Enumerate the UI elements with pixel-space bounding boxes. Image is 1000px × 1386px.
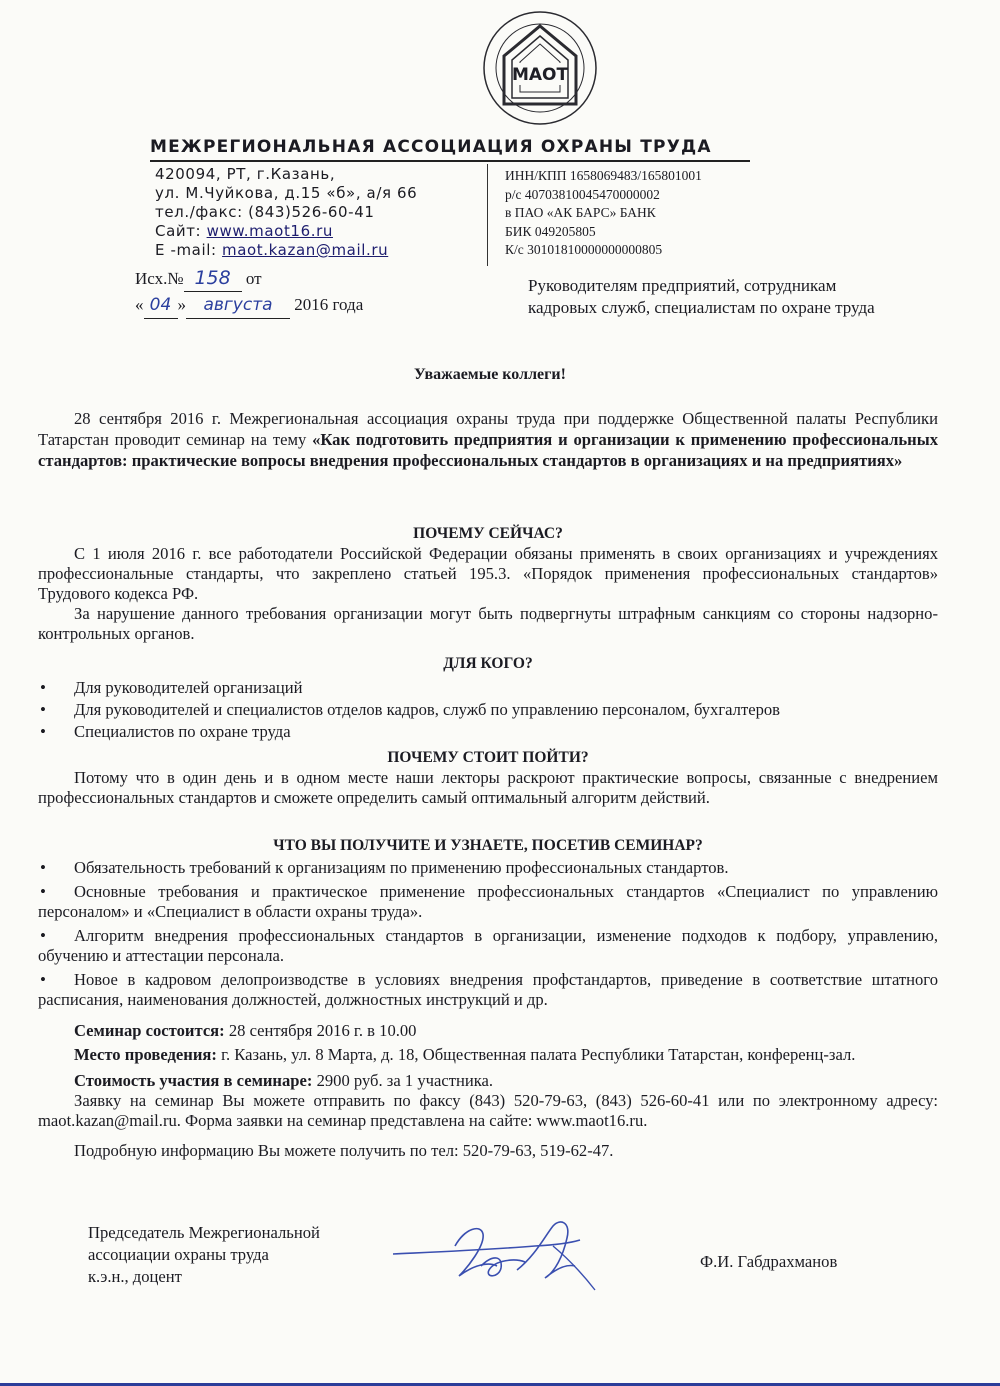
email-link[interactable]: maot.kazan@mail.ru [222,241,389,259]
list-item: • Специалистов по охране труда [38,722,938,742]
date-label: Семинар состоится: [74,1021,225,1040]
section-heading: ПОЧЕМУ СТОИТ ПОЙТИ? [387,749,589,766]
section-heading: ПОЧЕМУ СЕЙЧАС? [413,525,563,542]
address-line: 420094, РТ, г.Казань, [155,165,336,183]
section-heading: ДЛЯ КОГО? [443,655,533,672]
organization-address [155,165,417,260]
why-go-section [38,748,938,808]
paragraph: Потому что в один день и в одном месте наши лекторы раскроют практические вопросы, связанные с внедрением профессиональных стандартов и сможете определить самый оптимальный алгоритм действий. [38,768,938,807]
recipient-block: Руководителям предприятий, сотрудникам кадровых служб, специалистам по охране труда [528,276,875,317]
place-value: г. Казань, ул. 8 Марта, д. 18, Общественная палата Республики Татарстан, конференц-зал. [216,1045,856,1064]
place-label: Место проведения: [74,1045,217,1064]
date-value: 28 сентября 2016 г. в 10.00 [224,1021,417,1040]
header-column-divider [487,164,488,266]
bank-line: в ПАО «АК БАРС» БАНК [505,205,656,220]
intro-text: 28 сентября 2016 г. Межрегиональная ассоциация охраны труда при поддержке Общественной палаты Республики Татарстан проводит семинар на тему [38,409,938,449]
bank-line: р/с 40703810045470000002 [505,186,660,202]
list-item: • Для руководителей организаций [38,678,938,698]
gains-section [38,836,938,1010]
for-whom-section [38,654,938,742]
organization-name: МЕЖРЕГИОНАЛЬНАЯ АССОЦИАЦИЯ ОХРАНЫ ТРУДА [150,137,712,157]
signatory-line: к.э.н., доцент [88,1267,182,1286]
quote-mark: « [135,295,144,314]
ref-number: 158 [184,266,242,292]
site-label: Сайт: [155,222,207,240]
quote-mark: » [177,295,186,314]
ref-from: от [245,269,262,288]
intro-paragraph [38,408,938,471]
ref-month: августа [186,293,290,319]
signatory-line: ассоциации охраны труда [88,1245,269,1264]
ref-day: 04 [144,293,178,319]
address-line: ул. М.Чуйкова, д.15 «б», а/я 66 [155,184,418,202]
seminar-details [38,1021,938,1161]
paragraph: За нарушение данного требования организации могут быть подвергнуты штрафным санкциям со стороны надзорно-контрольных органов. [38,604,938,643]
handwritten-signature [385,1216,605,1298]
ref-year: 2016 года [294,295,364,314]
signatory-name: Ф.И. Габдрахманов [700,1252,838,1271]
seminar-topic: «Как подготовить предприятия и организации к применению профессиональных стандартов: практические вопросы внедрения профессиональных стандартов в организациях и на предприятиях» [38,430,938,470]
cost-value: 2900 руб. за 1 участника. [312,1071,494,1090]
list-item: • Основные требования и практическое применение профессиональных стандартов «Специалист по управлению персоналом» и «Специалист в области охраны труда». [38,882,938,922]
website-link[interactable]: www.maot16.ru [206,222,333,240]
list-item: • Алгоритм внедрения профессиональных стандартов в организации, изменение подходов к подбору, управлению, обучению и аттестации персонала. [38,926,938,966]
list-item: • Обязательность требований к организациям по применению профессиональных стандартов. [38,858,938,878]
ref-prefix: Исх.№ [135,269,184,288]
why-now-section [38,524,938,644]
organization-logo [480,8,600,128]
email-label: E -mail: [155,241,223,259]
section-heading: ЧТО ВЫ ПОЛУЧИТЕ И УЗНАЕТЕ, ПОСЕТИВ СЕМИНАР? [273,837,703,854]
bank-details [505,167,702,260]
svg-text:МАОТ: МАОТ [511,65,569,85]
signatory-line: Председатель Межрегиональной [88,1223,320,1242]
contact-info: Подробную информацию Вы можете получить по тел: 520-79-63, 519-62-47. [74,1141,614,1160]
list-item: • Для руководителей и специалистов отделов кадров, служб по управлению персоналом, бухгалтеров [38,700,938,720]
bank-line: К/с 30101810000000000805 [505,242,663,257]
list-item: • Новое в кадровом делопроизводстве в условиях внедрения профстандартов, приведение в соответствие штатного расписания, наименования должностей, должностных инструкций и др. [38,970,938,1010]
header-divider [150,160,750,162]
signatory-title [88,1222,320,1288]
application-info: Заявку на семинар Вы можете отправить по факсу (843) 520-79-63, (843) 526-60-41 или по электронному адресу: maot.kazan@mail.ru. Форма заявки на семинар представлена на сайте: www.maot16.ru. [38,1091,938,1130]
bank-line: БИК 049205805 [505,223,596,239]
greeting: Уважаемые коллеги! [414,366,566,383]
paragraph: С 1 июля 2016 г. все работодатели Российской Федерации обязаны применять в своих организациях и учреждениях профессиональные стандарты, что закреплено статьей 195.3. «Порядок применения профессиональных стандартов» Трудового кодекса РФ. [38,544,938,603]
cost-label: Стоимость участия в семинаре: [74,1071,313,1090]
phone-fax: тел./факс: (843)526-60-41 [155,203,375,221]
outgoing-reference [135,266,363,319]
bank-line: ИНН/КПП 1658069483/165801001 [505,168,702,183]
